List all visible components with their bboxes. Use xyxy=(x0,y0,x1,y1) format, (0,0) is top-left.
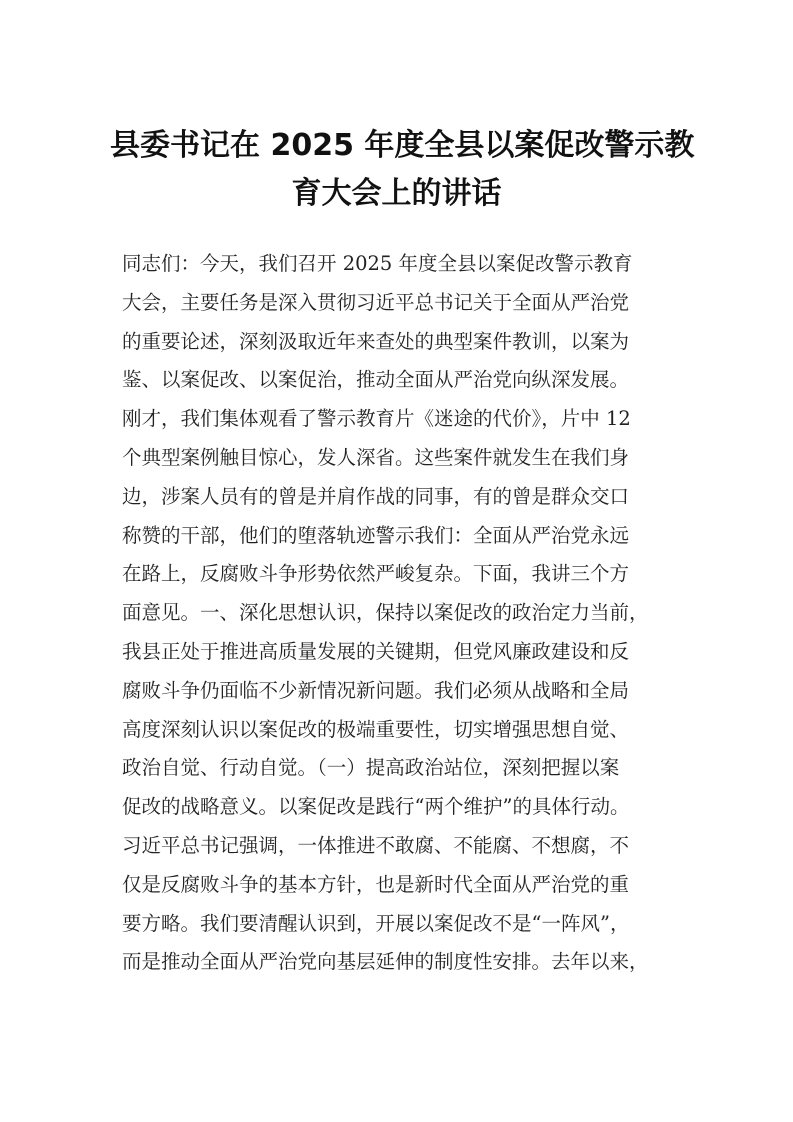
body-line: 要方略。我们要清醒认识到，开展以案促改不是“一阵风”， xyxy=(122,911,630,935)
body-line: 政治自觉、行动自觉。（一）提高政治站位，深刻把握以案 xyxy=(122,756,620,780)
body-line: 促改的战略意义。以案促改是践行“两个维护”的具体行动。 xyxy=(122,795,630,819)
body-line: 的重要论述，深刻汲取近年来查处的典型案件教训，以案为 xyxy=(122,329,630,353)
body-line: 在路上，反腐败斗争形势依然严峻复杂。下面，我讲三个方 xyxy=(122,562,630,586)
body-line: 大会，主要任务是深入贯彻习近平总书记关于全面从严治党 xyxy=(122,290,630,314)
title-line: 育大会上的讲话 xyxy=(291,176,502,211)
title-line: 县委书记在 2025 年度全县以案促改警示教 xyxy=(110,128,695,163)
body-line: 我县正处于推进高质量发展的关键期，但党风廉政建设和反 xyxy=(122,639,630,663)
body-line: 个典型案例触目惊心，发人深省。这些案件就发生在我们身 xyxy=(122,445,630,469)
body-line: 刚才，我们集体观看了警示教育片《迷途的代价》，片中 12 xyxy=(122,407,631,431)
body-line: 而是推动全面从严治党向基层延伸的制度性安排。去年以来， xyxy=(122,950,649,974)
body-line: 边，涉案人员有的曾是并肩作战的同事，有的曾是群众交口 xyxy=(122,484,630,508)
body-line: 习近平总书记强调，一体推进不敢腐、不能腐、不想腐，不 xyxy=(122,833,630,857)
body-line: 腐败斗争仍面临不少新情况新问题。我们必须从战略和全局 xyxy=(122,678,630,702)
body-line: 称赞的干部，他们的堕落轨迹警示我们：全面从严治党永远 xyxy=(122,523,630,547)
body-line: 同志们：今天，我们召开 2025 年度全县以案促改警示教育 xyxy=(122,252,633,275)
body-line: 鉴、以案促改、以案促治，推动全面从严治党向纵深发展。 xyxy=(122,368,630,392)
body-line: 高度深刻认识以案促改的极端重要性，切实增强思想自觉、 xyxy=(122,717,630,741)
document-body xyxy=(122,245,682,982)
document-title xyxy=(110,122,695,218)
body-line: 仅是反腐败斗争的基本方针，也是新时代全面从严治党的重 xyxy=(122,872,630,896)
body-line: 面意见。一、深化思想认识，保持以案促改的政治定力当前， xyxy=(122,601,649,625)
